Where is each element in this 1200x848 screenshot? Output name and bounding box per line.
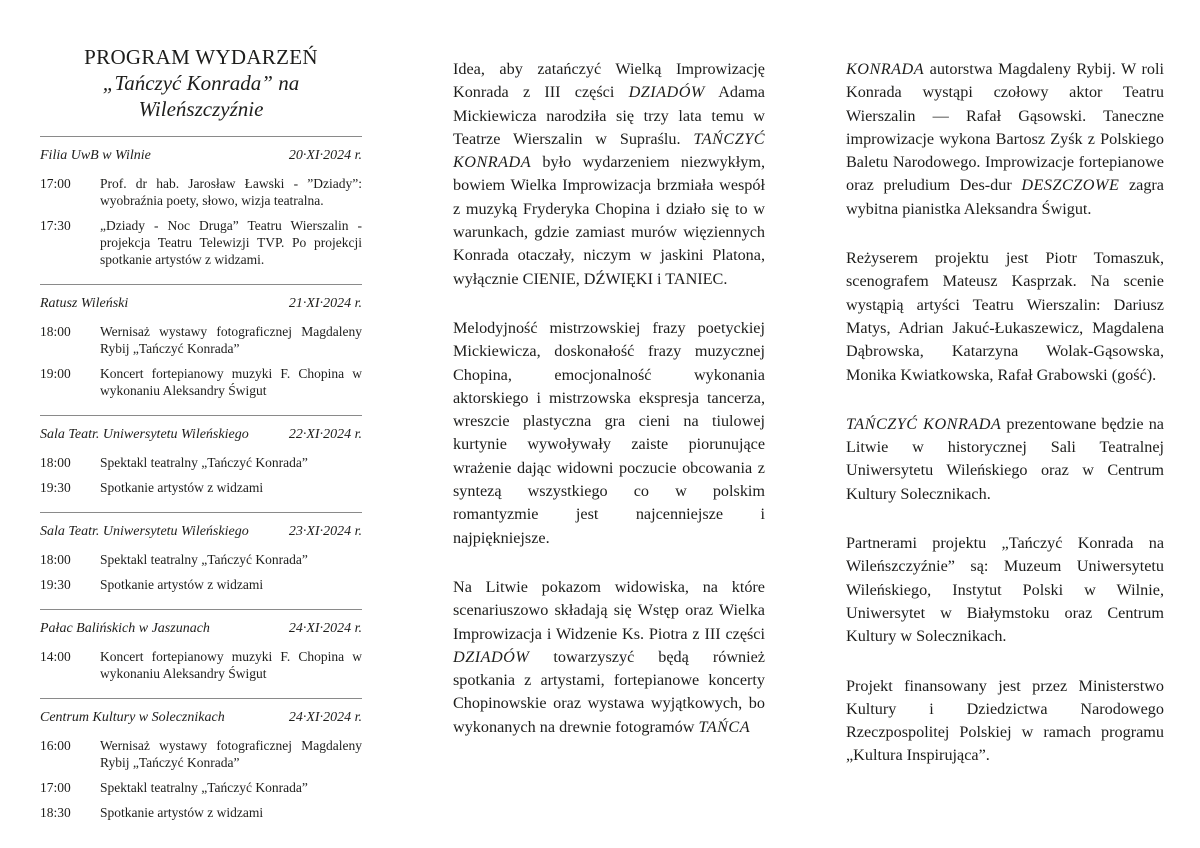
text-run: było wydarzeniem niezwykłym, bowiem Wielka Improwizacja brzmiała wespół z muzyką Fryderyka Chopina i działo się to w warunkach, gdzie zamiast murów więziennych Konrada otaczały, niczym w jaskini Platona, wyłącznie CIENIE, DŹWIĘKI i TANIEC.: [453, 153, 765, 288]
venue-header: [40, 426, 362, 444]
text-run: towarzyszyć będą również spotkania z artystami, fortepianowe koncerty Chopinowskie oraz wystawa wyjątkowych, bo wykonanych na drewnie fotogramów: [453, 647, 765, 736]
venue-name: Sala Teatr. Uniwersytetu Wileńskiego: [40, 524, 249, 539]
text-run: Projekt finansowany jest przez Ministerstwo Kultury i Dziedzictwa Narodowego Rzeczpospolitej Polskiej w ramach programu „Kultura Inspirująca”.: [846, 676, 1164, 765]
event-description: Spektakl teatralny „Tańczyć Konrada”: [100, 455, 308, 470]
venue-date: 23·XI·2024 r.: [288, 524, 362, 539]
venue-block: [40, 136, 362, 284]
event-description: Prof. dr hab. Jarosław Ławski - ”Dziady”: wyobraźnia poety, słowo, wizja teatralna.: [100, 176, 362, 208]
event-description: Wernisaż wystawy fotograficznej Magdaleny Rybij „Tańczyć Konrada”: [100, 738, 362, 770]
venue-header: [40, 523, 362, 541]
event-row: [40, 175, 362, 209]
event-row: [40, 323, 362, 357]
venue-date: 24·XI·2024 r.: [288, 710, 362, 725]
event-row: [40, 576, 362, 593]
event-time: 17:00: [40, 780, 71, 795]
body-paragraph: [453, 317, 765, 550]
emphasized-title: DZIADÓW: [628, 83, 705, 102]
text-run: Reżyserem projektu jest Piotr Tomaszuk, scenografem Mateusz Kasprzak. Na scenie wystąpią artyści Teatru Wierszalin: Dariusz Matys, Adrian Jakuć-Łukaszewicz, Magdalena Dąbrowska, Katarzyna Wolak-Gąsowska, Monika Kwiatkowska, Rafał Grabowski (gość).: [846, 249, 1164, 384]
event-time: 19:00: [40, 366, 71, 381]
venue-header: [40, 147, 362, 165]
venue-header: [40, 709, 362, 727]
text-run: Adama Mickiewicza narodziła się trzy lata temu w Teatrze Wierszalin w Supraślu.: [453, 83, 765, 148]
venue-name: Ratusz Wileński: [40, 296, 129, 311]
right-text-column: [846, 58, 1164, 794]
event-description: Wernisaż wystawy fotograficznej Magdaleny Rybij „Tańczyć Konrada”: [100, 324, 362, 356]
body-paragraph: [453, 576, 765, 739]
event-time: 19:30: [40, 480, 71, 495]
body-paragraph: [846, 247, 1164, 387]
program-column: [40, 0, 362, 837]
program-subtitle: „Tańczyć Konrada” na Wileńszczyźnie: [102, 71, 300, 121]
body-paragraph: [453, 58, 765, 291]
event-row: [40, 551, 362, 568]
event-description: Spotkanie artystów z widzami: [100, 805, 264, 820]
venue-date: 24·XI·2024 r.: [288, 621, 362, 636]
event-row: [40, 648, 362, 682]
text-run: zagra wybitna pianistka Aleksandra Świgut.: [846, 176, 1164, 218]
emphasized-title: TAŃCA: [698, 717, 751, 736]
body-paragraph: [846, 532, 1164, 648]
event-row: [40, 454, 362, 471]
event-time: 18:00: [40, 552, 71, 567]
text-run: Na Litwie pokazom widowiska, na które scenariuszowo składają się Wstęp oraz Wielka Improwizacja i Widzenie Ks. Piotra z III części: [453, 577, 765, 643]
event-time: 14:00: [40, 649, 71, 664]
emphasized-title: KONRADA: [846, 60, 925, 78]
event-time: 17:00: [40, 176, 71, 191]
emphasized-title: DESZCZOWE: [1021, 176, 1120, 195]
event-row: [40, 804, 362, 821]
venue-date: 21·XI·2024 r.: [288, 296, 362, 311]
venue-date: 22·XI·2024 r.: [288, 427, 362, 442]
emphasized-title: TAŃCZYĆ KONRADA: [453, 129, 765, 172]
event-time: 18:00: [40, 324, 71, 339]
event-description: Spotkanie artystów z widzami: [100, 480, 264, 495]
event-description: Koncert fortepianowy muzyki F. Chopina w wykonaniu Aleksandry Świgut: [100, 649, 362, 681]
program-title: PROGRAM WYDARZEŃ: [84, 45, 318, 69]
venue-list: [40, 136, 362, 837]
event-row: [40, 365, 362, 399]
venue-header: [40, 295, 362, 313]
event-row: [40, 779, 362, 796]
text-run: Idea, aby zatańczyć Wielką Improwizację Konrada z III części: [453, 60, 765, 102]
event-description: Koncert fortepianowy muzyki F. Chopina w wykonaniu Aleksandry Świgut: [100, 366, 362, 398]
event-time: 18:30: [40, 805, 71, 820]
text-run: Melodyjność mistrzowskiej frazy poetyckiej Mickiewicza, doskonałość frazy muzycznej Chopina, emocjonalność wykonania aktorskiego i mistrzowska ekspresja tancerza, wreszcie plastyczna gra cieni na tiulowej kurtynie wywoływały zaiste piorunujące wrażenie dając widowni poczucie obcowania z syntezą wszystkiego co w polskim romantyzmie jest najcenniejsze i najpiękniejsze.: [453, 318, 765, 547]
event-row: [40, 737, 362, 771]
event-description: Spektakl teatralny „Tańczyć Konrada”: [100, 780, 308, 795]
text-run: Partnerami projektu „Tańczyć Konrada na Wileńszczyźnie” są: Muzeum Uniwersytetu Wileńskiego, Instytut Polski w Wilnie, Uniwersytet w Białymstoku oraz Centrum Kultury w Solecznikach.: [846, 534, 1164, 646]
middle-text-column: [453, 58, 765, 765]
venue-header: [40, 620, 362, 638]
venue-name: Pałac Balińskich w Jaszunach: [40, 621, 210, 636]
event-row: [40, 217, 362, 268]
venue-block: [40, 284, 362, 415]
emphasized-title: TAŃCZYĆ KONRADA: [846, 414, 1002, 433]
event-time: 16:00: [40, 738, 71, 753]
venue-name: Centrum Kultury w Solecznikach: [40, 710, 225, 725]
text-run: prezentowane będzie na Litwie w historycznej Sali Teatralnej Uniwersytetu Wileńskiego oraz w Centrum Kultury Solecznikach.: [846, 414, 1164, 503]
emphasized-title: DZIADÓW: [453, 647, 530, 666]
event-description: „Dziady - Noc Druga” Teatru Wierszalin - projekcja Teatru Telewizji TVP. Po projekcji spotkanie artystów z widzami.: [100, 218, 362, 267]
body-paragraph: [846, 675, 1164, 768]
venue-name: Sala Teatr. Uniwersytetu Wileńskiego: [40, 427, 249, 442]
venue-block: [40, 512, 362, 609]
venue-name: Filia UwB w Wilnie: [40, 148, 151, 163]
body-paragraph: [846, 413, 1164, 506]
venue-block: [40, 609, 362, 698]
venue-date: 20·XI·2024 r.: [288, 148, 362, 163]
event-time: 19:30: [40, 577, 71, 592]
event-time: 18:00: [40, 455, 71, 470]
text-run: autorstwa Magdaleny Rybij. W roli Konrada wystąpi czołowy aktor Teatru Wierszalin — Rafał Gąsowski. Taneczne improwizacje wykona Bartosz Zyśk z Polskiego Baletu Narodowego. Improwizacje fortepianowe oraz preludium Des-dur: [846, 60, 1164, 195]
event-row: [40, 479, 362, 496]
body-paragraph: [846, 58, 1164, 221]
venue-block: [40, 698, 362, 837]
event-description: Spotkanie artystów z widzami: [100, 577, 264, 592]
event-time: 17:30: [40, 218, 71, 233]
event-description: Spektakl teatralny „Tańczyć Konrada”: [100, 552, 308, 567]
venue-block: [40, 415, 362, 512]
